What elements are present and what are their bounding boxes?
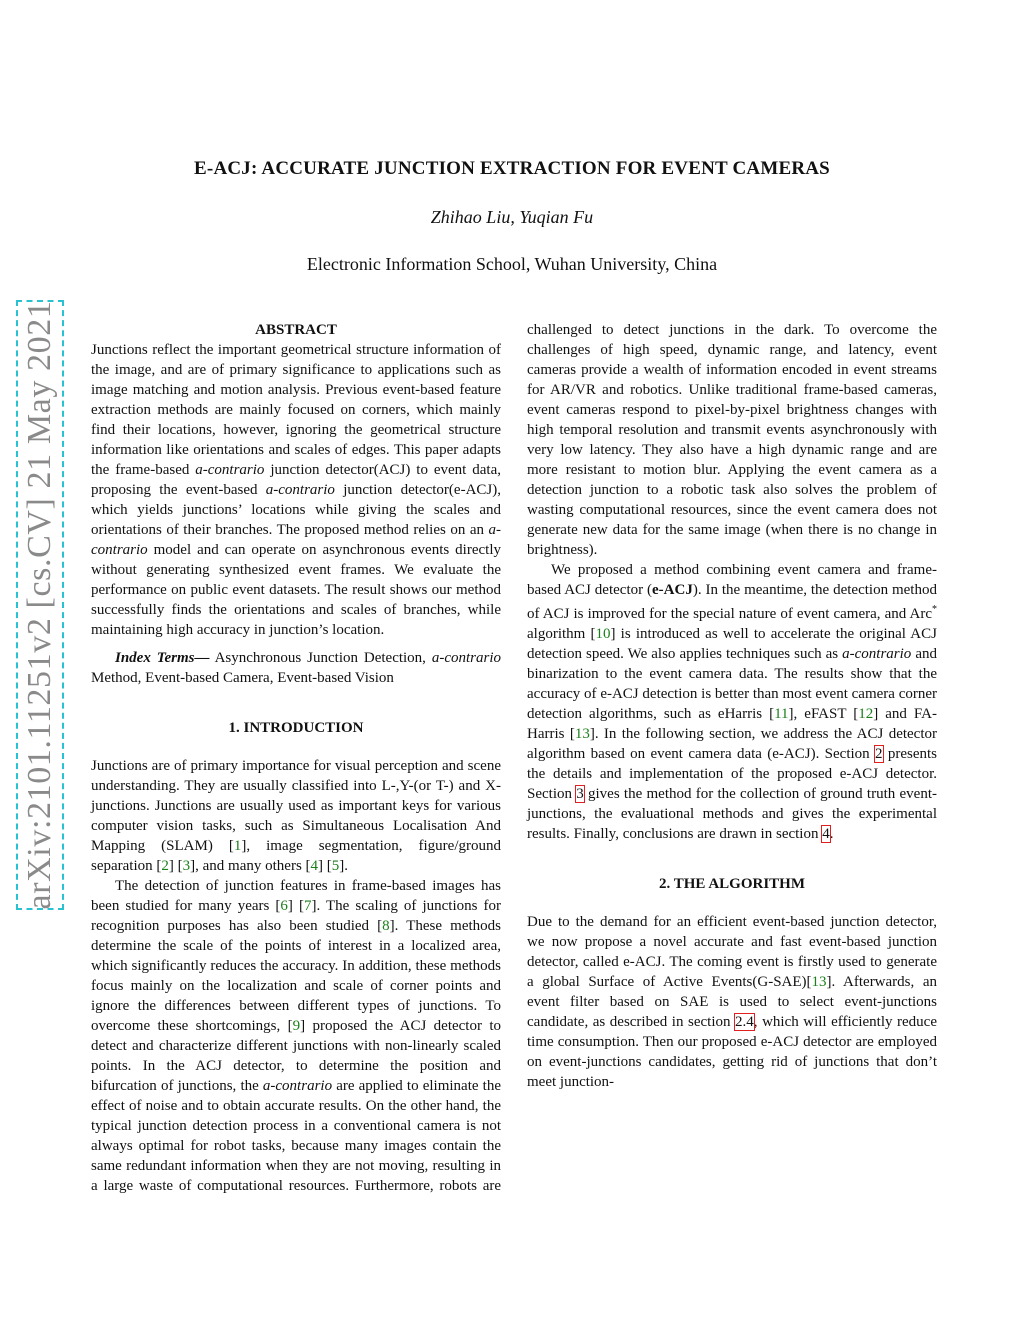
left-column — [91, 320, 501, 1196]
index-terms: Index Terms— Asynchronous Junction Detection, a-contrario Method, Event-based Camera, Event-based Vision — [91, 650, 501, 686]
citation-link[interactable]: 1 — [233, 838, 242, 854]
paper-affiliation: Electronic Information School, Wuhan University, China — [306, 254, 718, 274]
citation-link[interactable]: 13 — [574, 726, 590, 742]
abstract-text: Junctions reflect the important geometrical structure information of the image, and are of primary significance to applications such as image matching and motion analysis. Previous event-based feature extraction methods are mainly focused on corners, which mainly find their locations, however, ignoring the geometrical structure information like orientations and scales of edges. This paper adapts the frame-based a-contrario junction detector(ACJ) to event data, proposing the event-based a-contrario junction detector(e-ACJ), which yields junctions’ locations while giving the scales and orientations of their branches. The proposed method relies on an a-contrario model and can operate on asynchronous events directly without generating synthesized event frames. We evaluate the performance on public event datasets. The result shows our method successfully finds the orientations and scales of branches, while maintaining high accuracy in junction’s location. — [91, 342, 501, 638]
section-ref-link[interactable]: 2 — [875, 746, 883, 762]
introduction-heading: 1. INTRODUCTION — [228, 720, 364, 736]
index-terms-label: Index Terms— — [115, 650, 210, 666]
citation-link[interactable]: 9 — [292, 1018, 301, 1034]
intro-paragraph-2: The detection of junction features in frame-based images has been studied for many years [6] [7]. The scaling of junctions for recognition purposes has also been studied [8]. These methods determine the scale of the points of interest in a localized area, which significantly reduces the accuracy. In addition, these methods focus mainly on the localization and scale of corner points and ignore the differences between different types of junctions. To overcome these shortcomings, [9] proposed the ACJ detector to detect and characterize different junctions with non-linearly scaled points. In the ACJ detector, to determine the position and bifurcation of junctions, the a-contrario are applied to eliminate the effect of noise and to obtain accurate results. On the other hand, the typical junction detection process in a conventional camera is not always optimal for robot tasks, because many images contain the same redundant information when they are not moving, resulting in a large waste of computational resources. Furthermore, robots are — [91, 878, 502, 1194]
section-ref-link[interactable]: 2.4 — [735, 1014, 754, 1030]
algorithm-paragraph-1: Due to the demand for an efficient event-based junction detector, we now propose a novel accurate and fast event-based junction detector, called e-ACJ. The coming event is firstly used to generate a global Surface of Active Events(G-SAE)[13]. Afterwards, an event filter based on SAE is used to select event-junctions candidate, as described in section 2.4, which will efficiently reduce time consumption. Then our proposed e-ACJ detector are employed on event-junctions candidates, getting rid of junctions that don’t meet junction- — [527, 914, 938, 1090]
citation-link[interactable]: 3 — [182, 858, 191, 874]
citation-link[interactable]: 13 — [811, 974, 827, 990]
section-ref-link[interactable]: 3 — [576, 786, 584, 802]
intro-paragraph-1: Junctions are of primary importance for visual perception and scene understanding. They are usually classified into L-,Y-(or T-) and X-junctions. Junctions are usually used as important keys for various computer vision tasks, such as Simultaneous Localisation And Mapping (SLAM) [1], image segmentation, figure/ground separation [2] [3], and many others [4] [5]. — [91, 758, 502, 874]
citation-link[interactable]: 4 — [310, 858, 319, 874]
citation-link[interactable]: 2 — [161, 858, 169, 874]
arxiv-identifier: arXiv:2101.11251v2 [cs.CV] 21 May 2021 — [21, 300, 58, 910]
citation-link[interactable]: 7 — [303, 898, 312, 914]
citation-link[interactable]: 12 — [858, 706, 874, 722]
citation-link[interactable]: 6 — [280, 898, 288, 914]
paper-authors: Zhihao Liu, Yuqian Fu — [430, 207, 594, 227]
abstract-heading: ABSTRACT — [255, 322, 337, 338]
section-ref-link[interactable]: 4 — [822, 826, 830, 842]
paper-title: E-ACJ: ACCURATE JUNCTION EXTRACTION FOR EVENT CAMERAS — [194, 158, 830, 179]
intro-paragraph-2-continued: are applied to eliminate the effect of noise and to obtain accurate results. On the other hand, the typical junction detection process in a conventional camera is not always optimal for robot tasks, because many images contain the same redundant information when they are not moving, resulting in a large waste of computational resources. Furthermore, robots are — [91, 1078, 501, 1194]
intro-paragraph-3: We proposed a method combining event camera and frame-based ACJ detector (e-ACJ). In the meantime, the detection method of ACJ is improved for the special nature of event camera, and Arc* algorithm [10] is introduced as well to accelerate the original ACJ detection speed. We also applies techniques such as a-contrario and binarization to the event camera data. The results show that the accuracy of e-ACJ detection is better than most event camera corner detection algorithms, such as eHarris [11], eFAST [12] and FA-Harris [13]. In the following section, we address the ACJ detector algorithm based on event camera data (e-ACJ). Section 2 presents the details and implementation of the proposed e-ACJ detector. Section 3 gives the method for the collection of ground truth event-junctions, the evaluational methods and gives the experimental results. Finally, conclusions are drawn in section 4. — [527, 562, 938, 842]
right-column — [527, 320, 937, 1092]
intro-paragraph-2-continuation: challenged to detect junctions in the dark. To overcome the challenges of high speed, dynamic range, and latency, event cameras provide a wealth of information encoded in event streams for AR/VR and robotics. Unlike traditional frame-based cameras, event cameras respond to pixel-by-pixel brightness changes with high temporal resolution and transmit events asynchronously with very low latency. They also have a high dynamic range and are more resistant to motion blur. Applying the event camera as a detection junction to a robotic task also solves the problem of wasting computational resources, since the event camera does not generate new data for the same image (when there is no change in brightness). — [527, 322, 937, 558]
arxiv-stamp — [16, 300, 64, 910]
citation-link[interactable]: 5 — [331, 858, 340, 874]
citation-link[interactable]: 11 — [774, 706, 789, 722]
citation-link[interactable]: 8 — [382, 918, 390, 934]
algorithm-heading: 2. THE ALGORITHM — [658, 876, 805, 892]
citation-link[interactable]: 10 — [595, 626, 611, 642]
